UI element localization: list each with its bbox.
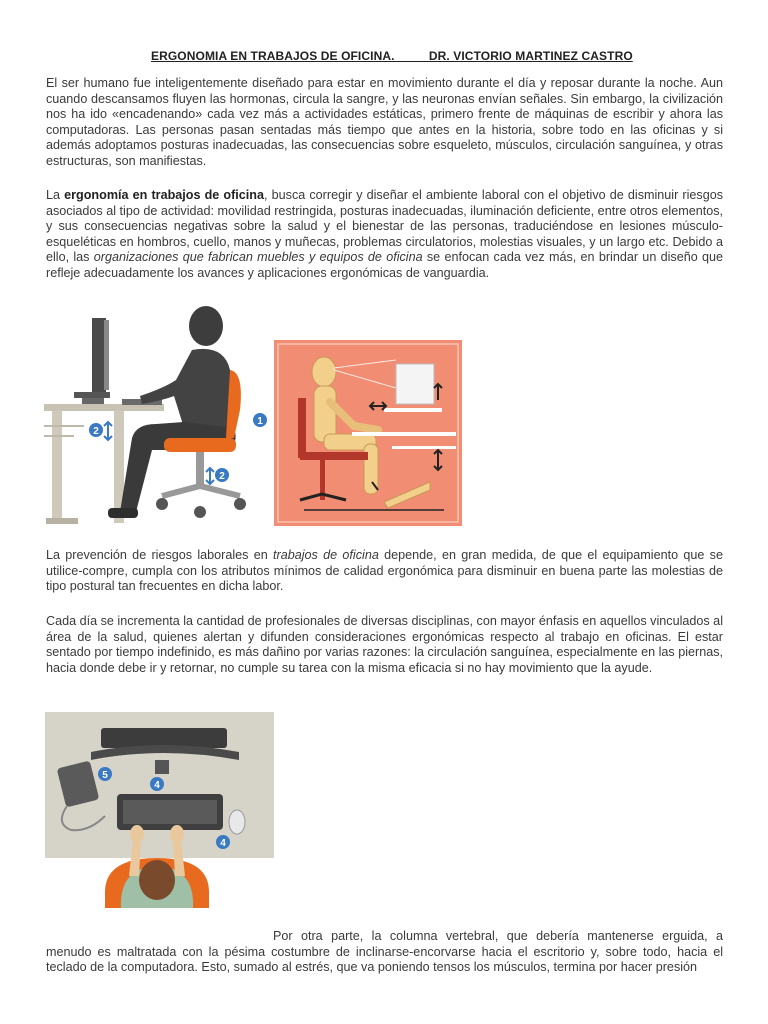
marker-4-keyboard-label: 4: [154, 780, 160, 791]
posture-head: [312, 357, 336, 387]
posture-monitor: [396, 364, 434, 404]
hand-right: [170, 825, 184, 843]
posture-chair-back: [298, 398, 306, 458]
p2-text-c: se enfocan cada vez más, en brindar un diseño que refleje adecuadamente los avances y aplicaciones ergonómicas de vanguardia.: [46, 250, 723, 280]
paragraph-ergonomia: [46, 188, 723, 281]
paragraph-columna: [46, 929, 723, 976]
desk-top: [44, 404, 164, 411]
posture-chair-seat: [300, 452, 368, 460]
marker-2-chair-label: 2: [219, 471, 225, 482]
posture-diagram: [274, 340, 462, 526]
workstation-top-view: [45, 712, 274, 908]
hand-left: [130, 825, 144, 843]
chair-column: [196, 452, 204, 488]
p3-text-a: La prevención de riesgos laborales en: [46, 548, 274, 562]
person-head-top: [139, 860, 175, 900]
document-title: ERGONOMIA EN TRABAJOS DE OFICINA. DR. VICTORIO MARTINEZ CASTRO: [151, 49, 633, 63]
p2-text-b: , busca corregir y diseñar el ambiente laboral con el objetivo de disminuir riesgos asociados al tipo de actividad: movilidad restringida, posturas inadecuadas, iluminación deficiente, entre otros elementos, y sus consecuencias negativas sobre la salud y el bienestar de las personas, traduciéndose en lesiones músculo-esqueléticas en hombros, cuello, manos y muñecas, problemas circulatorios, molestias visuales, y un largo etc. Debido a ello, las: [46, 188, 724, 264]
person-legs: [120, 422, 236, 512]
p2-text-a: La: [46, 188, 65, 202]
top-mouse: [229, 810, 245, 834]
desk-leg-left: [52, 411, 62, 523]
desk-foot: [46, 518, 78, 524]
person-head: [189, 306, 223, 346]
p3-text-b: depende, en gran medida, de que el equipamiento que se utilice-compre, cumpla con los atributos mínimos de calidad ergonómica para disminuir en buena parte las molestias de tipo postural tan frecuentes en dicha labor.: [46, 548, 723, 593]
marker-4-mouse-label: 4: [220, 838, 226, 849]
paragraph-prevencion: [46, 548, 723, 595]
monitor: [92, 318, 106, 392]
p2-italic-term: organizaciones que fabrican muebles y equipos de oficina: [93, 250, 423, 264]
marker-5-label: 5: [102, 770, 108, 781]
marker-2-desk-label: 2: [93, 426, 99, 437]
person-torso: [140, 349, 234, 432]
paragraph-profesionales: Cada día se incrementa la cantidad de profesionales de diversas disciplinas, con mayor énfasis en aquellos vinculados al área de la salud, quienes alertan y difunden consideraciones ergonómicas respecto al trabajo en oficinas. El estar sentado por tiempo indefinido, es más dañino por varias razones: la circulación sanguínea, especialmente en las piernas, hacia donde debe ir y retornar, no cumple su tarea con la misma eficacia si no hay movimiento que la ayude.: [46, 614, 723, 675]
paragraph-intro: El ser humano fue inteligentemente diseñado para estar en movimiento durante el día y reposar durante la noche. Aun cuando descansamos fluyen las hormonas, circula la sangre, y las neuronas envían señales. Sin embargo, la civilización nos ha ido «encadenando» cada vez más a actividades estáticas, primero frente de máquinas de escribir y ahora las computadoras. Las personas pasan sentadas más tiempo que antes en la historia, sobre todo en las oficinas y si además adoptamos posturas inadecuadas, las consecuencias sobre esqueleto, músculos, circulación sanguínea, y otras estructuras, son manifiestas.: [46, 76, 723, 168]
chair-seat: [164, 438, 236, 452]
p3-italic-term: trabajos de oficina: [273, 548, 379, 562]
p5-text: Por otra parte, la columna vertebral, que debería mantenerse erguida, a menudo es maltratada con la pésima costumbre de inclinarse-encorvarse hacia el escritorio y, sobre todo, hacia el teclado de la computadora. Esto, sumado al estrés, que va poniendo tensos los músculos, termina por hacer presión: [46, 929, 723, 974]
ergonomic-desk-illustration: [44, 300, 274, 528]
posture-desk: [352, 432, 456, 436]
marker-1-label: 1: [257, 416, 263, 427]
p2-bold-term: ergonomía en trabajos de oficina: [64, 188, 265, 202]
